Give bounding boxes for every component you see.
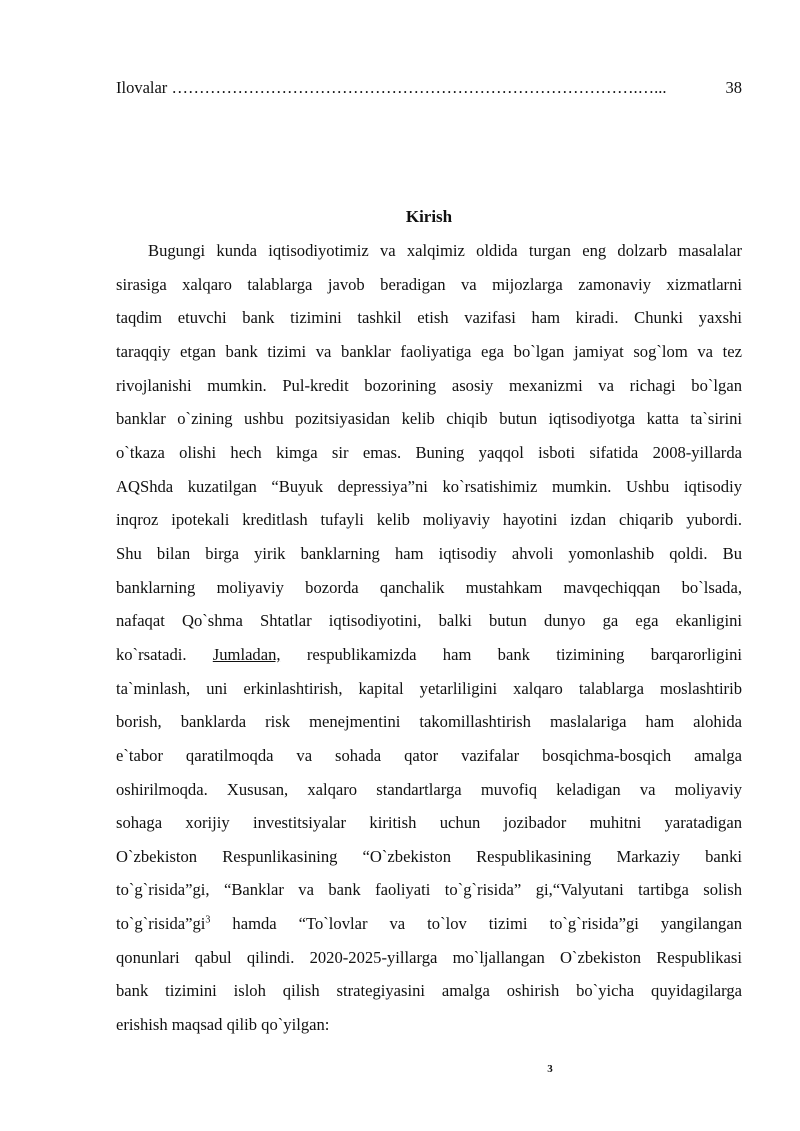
text-line: borish, banklarda risk menejmentini takomillashtirish maslalariga ham alohida <box>116 712 742 732</box>
text-segment: hamda “To`lovlar va to`lov tizimi to`g`risida”gi yangilangan <box>232 914 742 934</box>
text-line: rivojlanishi mumkin. Pul-kredit bozorining asosiy mexanizmi va richagi bo`lgan <box>116 375 742 395</box>
text-line: sirasiga xalqaro talablarga javob beradigan va mijozlarga zamonaviy xizmatlarni <box>116 274 742 294</box>
text-line: taqdim etuvchi bank tizimini tashkil etish vazifasi ham kiradi. Chunki yaxshi <box>116 308 742 328</box>
text-line: inqroz ipotekali kreditlash tufayli kelib moliyaviy hayotini izdan chiqarib yubordi. <box>116 510 742 530</box>
toc-entry-ilovalar[interactable] <box>116 76 742 100</box>
text-line: Shu bilan birga yirik banklarning ham iqtisodiy ahvoli yomonlashib qoldi. Bu <box>116 543 742 563</box>
text-segment: respublikamizda ham bank tizimining barqarorligini <box>306 644 742 664</box>
text-line: O`zbekiston Respunlikasining “O`zbekiston Respublikasining Markaziy banki <box>116 846 742 866</box>
text-line: oshirilmoqda. Xususan, xalqaro standartlarga muvofiq keladigan va moliyaviy <box>116 779 742 799</box>
text-line: nafaqat Qo`shma Shtatlar iqtisodiyotini, balki butun dunyo ga ega ekanligini <box>116 611 742 631</box>
toc-leader-dots: ………………………………………………………………………….…... <box>171 78 667 97</box>
text-line <box>116 907 742 941</box>
text-line: banklarning moliyaviy bozorda qanchalik mustahkam mavqechiqqan bo`lsada, <box>116 577 742 597</box>
body-paragraph <box>116 234 742 1042</box>
text-segment: ko`rsatadi. <box>116 644 187 664</box>
jumladan-link[interactable]: Jumladan, <box>212 644 281 664</box>
text-segment: to`g`risida”gi <box>116 914 206 934</box>
footnote-reference[interactable]: 3 <box>205 914 211 926</box>
section-heading: Kirish <box>405 207 453 226</box>
text-line: taraqqiy etgan bank tizimi va banklar faoliyatiga ega bo`lgan jamiyat sog`lom va tez <box>116 341 742 361</box>
text-line: ta`minlash, uni erkinlashtirish, kapital yetarliligini xalqaro talablarga moslashtirib <box>116 678 742 698</box>
text-line: Bugungi kunda iqtisodiyotimiz va xalqimiz oldida turgan eng dolzarb masalalar <box>148 241 742 260</box>
text-line: qonunlari qabul qilindi. 2020-2025-yillarga mo`ljallangan O`zbekiston Respublikasi <box>116 947 742 967</box>
text-line: bank tizimini isloh qilish strategiyasini amalga oshirish bo`yicha quyidagilarga <box>116 981 742 1001</box>
text-line: banklar o`zining ushbu pozitsiyasidan kelib chiqib butun iqtisodiyotga katta ta`sirini <box>116 409 742 429</box>
text-line <box>116 638 742 672</box>
text-line: erishish maqsad qilib qo`yilgan: <box>116 1015 330 1035</box>
toc-label: Ilovalar <box>116 78 168 97</box>
text-line: o`tkaza olishi hech kimga sir emas. Buning yaqqol isboti sifatida 2008-yillarda <box>116 442 742 462</box>
page-number: 3 <box>547 1063 553 1075</box>
toc-page-number: 38 <box>724 76 743 100</box>
text-line: to`g`risida”gi, “Banklar va bank faoliyati to`g`risida” gi,“Valyutani tartibga solish <box>116 880 742 900</box>
text-line: sohaga xorijiy investitsiyalar kiritish uchun jozibador muhitni yaratadigan <box>116 813 742 833</box>
text-line: e`tabor qaratilmoqda va sohada qator vazifalar bosqichma-bosqich amalga <box>116 745 742 765</box>
text-line: AQShda kuzatilgan “Buyuk depressiya”ni ko`rsatishimiz mumkin. Ushbu iqtisodiy <box>116 476 742 496</box>
